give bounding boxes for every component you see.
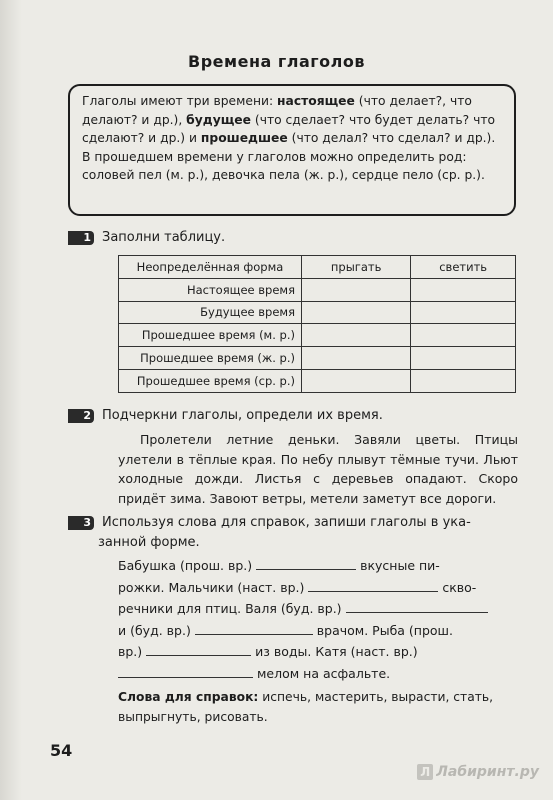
task-3 [68, 513, 518, 552]
verb-table [118, 255, 516, 393]
sentence-text: врачом. Рыба (прош. [316, 622, 453, 638]
row-label: Будущее время [119, 301, 302, 324]
reference-label: Слова для справок: [118, 690, 259, 704]
task-instruction: Подчеркни глаголы, определи их время. [102, 408, 383, 423]
rule-text: (что сделает? что будет делать? что сделают? и др.) и [82, 112, 496, 145]
table-row [119, 369, 516, 392]
answer-cell[interactable] [302, 347, 411, 370]
sentence-text: и (буд. вр.) [118, 622, 191, 638]
answer-cell[interactable] [302, 324, 411, 347]
table-row [119, 347, 516, 370]
sentence-text: мелом на асфальте. [256, 665, 391, 681]
table-header: Неопределённая форма [119, 256, 302, 279]
answer-blank[interactable] [256, 557, 356, 570]
reference-words [118, 688, 518, 727]
watermark [417, 764, 539, 780]
answer-cell[interactable] [302, 278, 411, 301]
row-label: Прошедшее время (ср. р.) [119, 369, 302, 392]
sentence-text: из воды. Катя (наст. вр.) [255, 644, 418, 659]
answer-cell[interactable] [302, 369, 411, 392]
page-number: 54 [50, 741, 73, 760]
table-row [119, 301, 516, 324]
rule-text: (что делал? что сделал? и др.). [287, 131, 496, 145]
sentence-text: речники для птиц. Валя (буд. вр.) [118, 601, 342, 616]
sentence-line [118, 663, 518, 685]
answer-cell[interactable] [411, 324, 516, 347]
answer-blank[interactable] [346, 600, 488, 613]
rule-text: Глаголы имеют три времени: [82, 94, 278, 108]
task-2-text: Пролетели летние деньки. Завяли цветы. Птицы улетели в тёплые края. По небу плывут тёмные тучи. Льют холодные дожди. Листья с деревьев опадают. Скоро придёт зима. Завоют ветры, метели заметут все дороги. [118, 432, 518, 506]
row-label: Настоящее время [119, 278, 302, 301]
answer-blank[interactable] [308, 579, 438, 592]
sentence-line [118, 555, 518, 577]
table-header: прыгать [302, 256, 411, 279]
rule-paragraph-1 [82, 92, 502, 148]
answer-cell[interactable] [411, 369, 516, 392]
row-label: Прошедшее время (ж. р.) [119, 347, 302, 370]
rule-text: (что делает?, что делают? и др.), [82, 94, 472, 127]
task-number: 3 [68, 516, 94, 530]
rule-box [68, 84, 516, 216]
sentence-text: вр.) [118, 644, 143, 659]
answer-cell[interactable] [411, 347, 516, 370]
term-past: прошедшее [200, 131, 288, 145]
sentence-line [118, 577, 518, 599]
answer-blank[interactable] [195, 622, 313, 635]
task-3-sentences [118, 555, 518, 684]
labirint-logo-icon: Л [417, 764, 433, 780]
page-gutter-shadow [0, 0, 22, 800]
table-header-row [119, 256, 516, 279]
row-label: Прошедшее время (м. р.) [119, 324, 302, 347]
task-number: 1 [68, 231, 94, 245]
term-future: будущее [186, 112, 251, 127]
task-1 [68, 228, 225, 248]
answer-blank[interactable] [146, 643, 251, 656]
rule-paragraph-2: В прошедшем времени у глаголов можно определить род: соловей пел (м. р.), девочка пела (ж. р.), сердце пело (ср. р.). [82, 149, 485, 182]
sentence-text: Бабушка (прош. вр.) [118, 558, 253, 573]
page-title: Времена глаголов [188, 52, 365, 71]
sentence-text: скво- [442, 579, 477, 595]
answer-cell[interactable] [411, 278, 516, 301]
answer-blank[interactable] [118, 665, 253, 678]
sentence-line [118, 641, 518, 663]
reference-list: испечь, мастерить, вырасти, стать, выпрыгнуть, рисовать. [118, 690, 494, 724]
answer-cell[interactable] [302, 301, 411, 324]
table-header: светить [411, 256, 516, 279]
sentence-line [118, 620, 518, 642]
table-row [119, 324, 516, 347]
task-number: 2 [68, 409, 94, 423]
table-row [119, 278, 516, 301]
sentence-text: вкусные пи- [360, 558, 440, 573]
task-instruction: Используя слова для справок, запиши глаголы в ука- [102, 515, 471, 530]
sentence-line [118, 598, 518, 620]
term-present: настоящее [277, 94, 355, 108]
task-instruction: Заполни таблицу. [102, 230, 226, 245]
task-instruction-cont: занной форме. [98, 534, 200, 550]
answer-cell[interactable] [411, 301, 516, 324]
task-2 [68, 406, 383, 426]
watermark-text: Лабиринт.ру [436, 764, 539, 780]
sentence-text: рожки. Мальчики (наст. вр.) [118, 579, 305, 595]
